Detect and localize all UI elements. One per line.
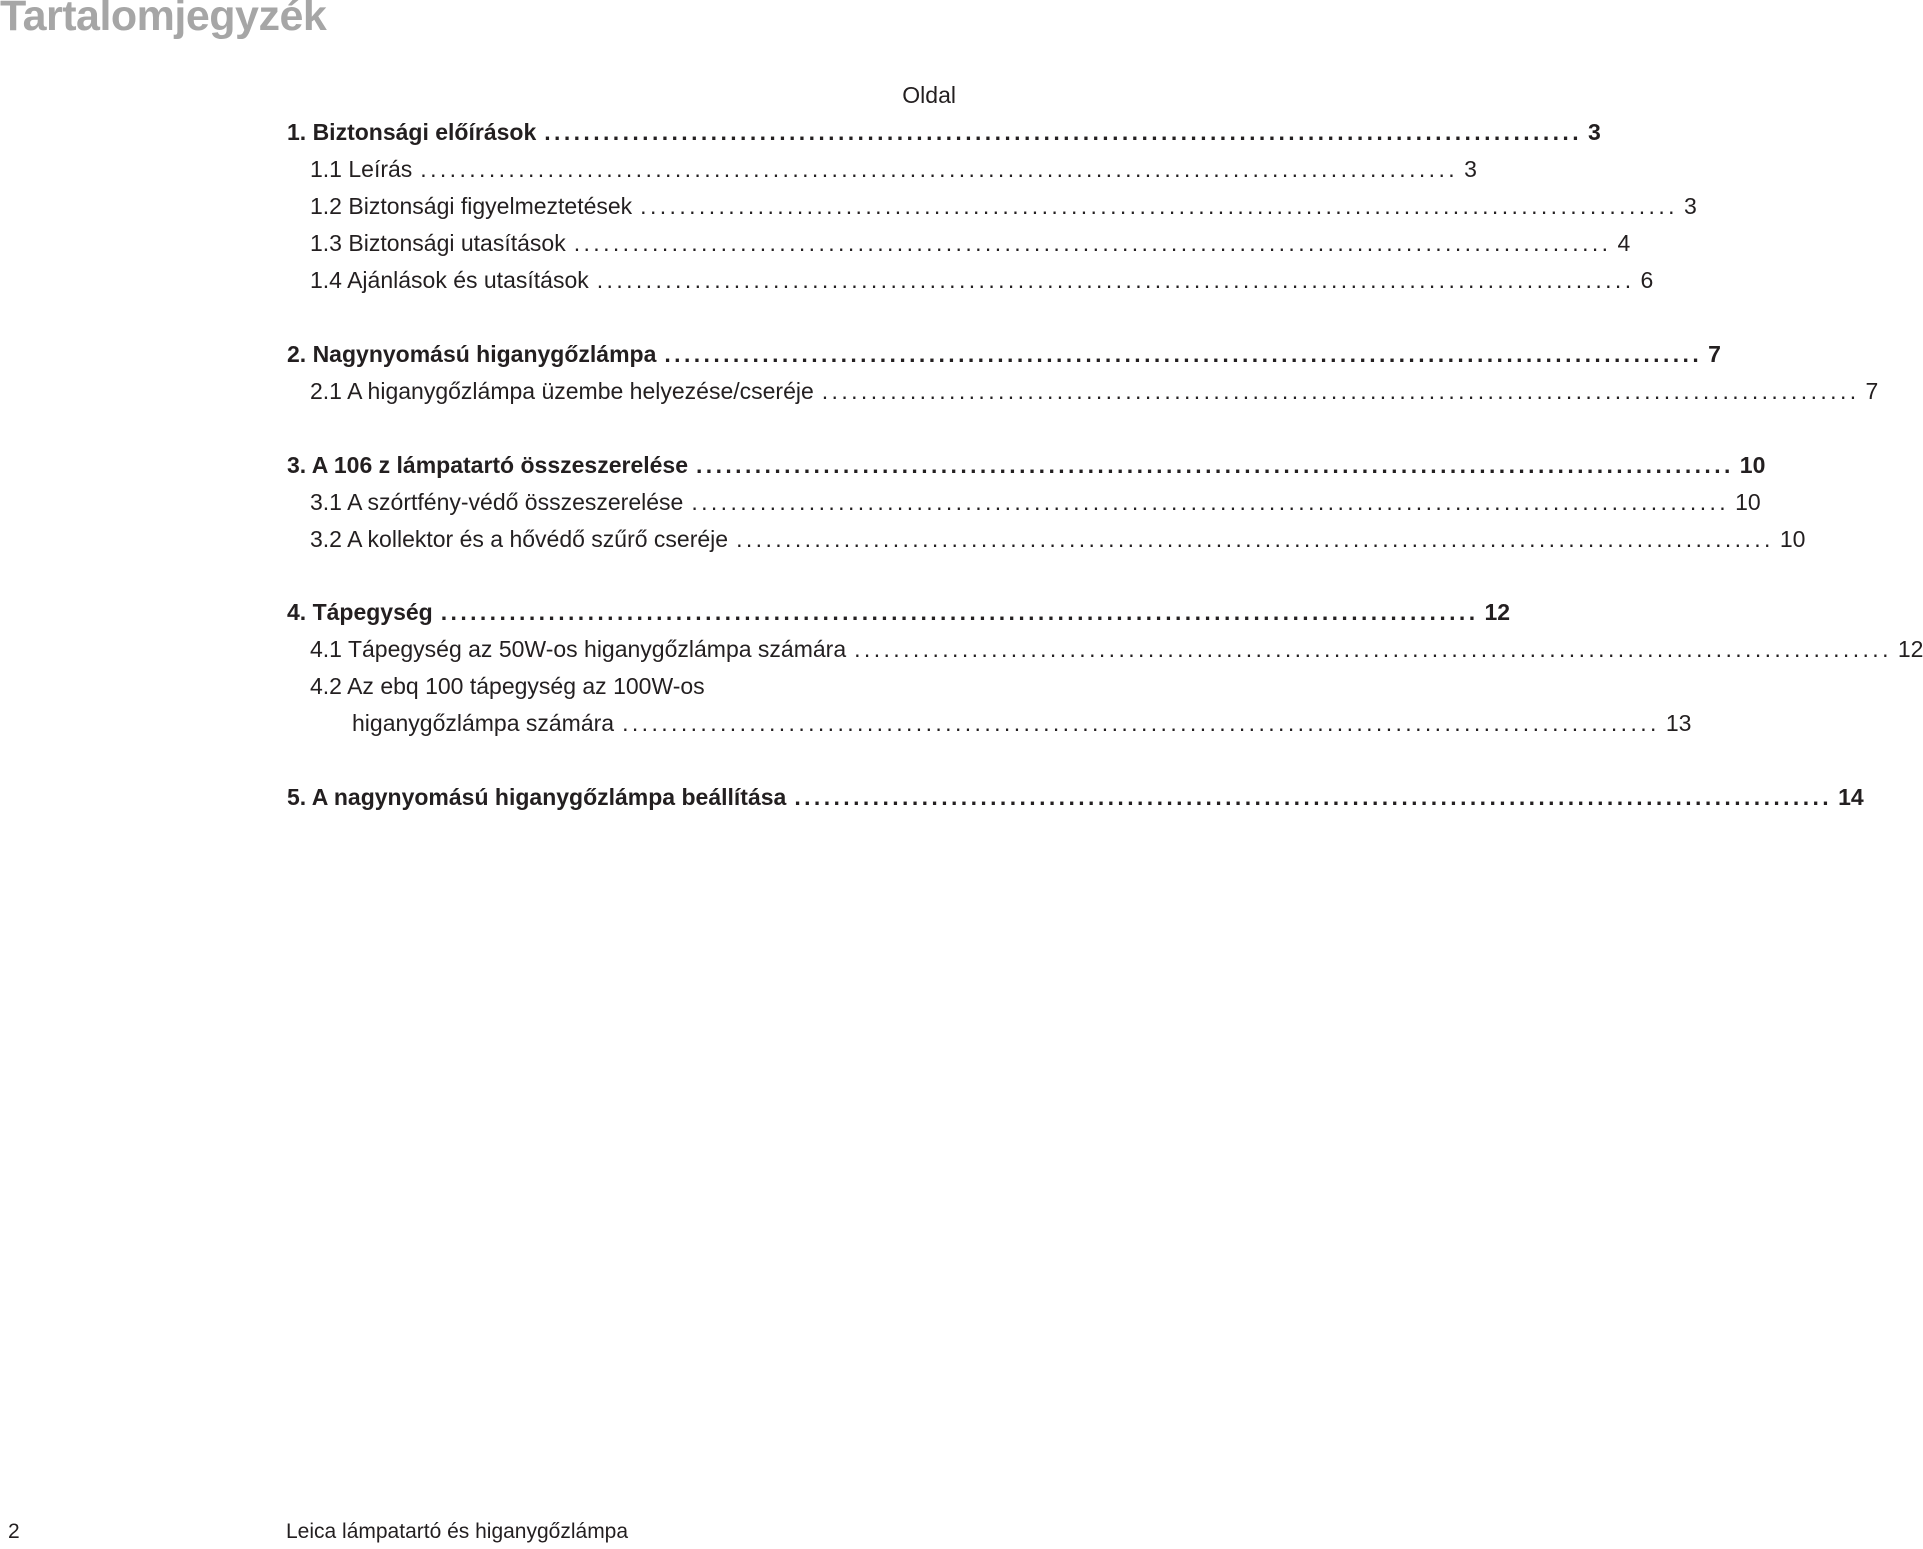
toc-entry-4-2-continued[interactable] <box>287 708 1692 738</box>
toc-entry-page: 12 <box>1484 599 1511 625</box>
toc-entry-page: 10 <box>1735 489 1761 515</box>
toc-entry-chapter-5[interactable] <box>287 782 1864 812</box>
toc-entry-label: 3.1 A szórtfény-védő összeszerelése <box>310 489 684 515</box>
toc-leader: .......................................................................................................... <box>854 636 1892 662</box>
toc-leader: .......................................................................................................... <box>794 784 1833 810</box>
toc-entry-4-2[interactable] <box>287 671 957 701</box>
toc-entry-1-3[interactable] <box>287 228 1631 258</box>
toc-leader: .......................................................................................................... <box>691 489 1730 515</box>
toc-entry-page: 7 <box>1708 341 1721 367</box>
footer-page-number: 2 <box>8 1520 20 1543</box>
toc-leader: .......................................................................................................... <box>696 452 1734 478</box>
toc-entry-chapter-1[interactable] <box>287 117 1601 147</box>
toc-leader: .......................................................................................................... <box>544 119 1583 145</box>
toc-leader: .......................................................................................................... <box>622 710 1660 736</box>
toc-entry-page: 3 <box>1588 119 1601 145</box>
toc-entry-label: 1.3 Biztonsági utasítások <box>310 230 566 256</box>
toc-leader: .......................................................................................................... <box>420 156 1459 182</box>
page-title: Tartalomjegyzék <box>0 0 327 40</box>
toc-leader: .......................................................................................................... <box>573 230 1612 256</box>
toc-entry-label: 3. A 106 z lámpatartó összeszerelése <box>287 452 689 478</box>
toc-entry-page: 10 <box>1739 452 1766 478</box>
toc-entry-label: 4.2 Az ebq 100 tápegység az 100W-os <box>310 673 705 699</box>
toc-entry-1-2[interactable] <box>287 191 1697 221</box>
toc-entry-1-4[interactable] <box>287 265 1654 295</box>
toc-entry-chapter-3[interactable] <box>287 450 1766 480</box>
toc-leader: .......................................................................................................... <box>821 378 1860 404</box>
toc-entry-label: 1.4 Ajánlások és utasítások <box>310 267 589 293</box>
toc-entry-label: 5. A nagynyomású higanygőzlámpa beállítása <box>287 784 787 810</box>
toc-leader: .......................................................................................................... <box>640 193 1678 219</box>
toc-leader: .......................................................................................................... <box>664 341 1703 367</box>
toc-entry-3-1[interactable] <box>287 487 1761 517</box>
toc-entry-label: 2.1 A higanygőzlámpa üzembe helyezése/cseréje <box>310 378 814 404</box>
toc-entry-page: 10 <box>1779 526 1806 552</box>
toc-leader: .......................................................................................................... <box>596 267 1635 293</box>
toc-entry-label: 1. Biztonsági előírások <box>287 119 537 145</box>
toc-entry-label: 4. Tápegység <box>287 599 433 625</box>
toc-entry-page: 3 <box>1683 193 1697 219</box>
toc-entry-label: 4.1 Tápegység az 50W-os higanygőzlámpa számára <box>310 636 847 662</box>
toc-entry-label: 1.1 Leírás <box>310 156 413 182</box>
toc-leader: .......................................................................................................... <box>736 526 1774 552</box>
toc-entry-2-1[interactable] <box>287 376 1879 406</box>
toc-leader: .......................................................................................................... <box>440 599 1479 625</box>
toc-entry-page: 7 <box>1865 378 1879 404</box>
toc-entry-label: higanygőzlámpa számára <box>352 710 615 736</box>
toc-entry-page: 4 <box>1617 230 1631 256</box>
toc-entry-page: 3 <box>1464 156 1477 182</box>
toc-entry-1-1[interactable] <box>287 154 1477 184</box>
toc-entry-page: 14 <box>1838 784 1864 810</box>
toc-entry-4-1[interactable] <box>287 634 1923 664</box>
toc-entry-page: 12 <box>1897 636 1923 662</box>
toc-entry-label: 3.2 A kollektor és a hővédő szűrő cseréje <box>310 526 729 552</box>
toc-entry-label: 1.2 Biztonsági figyelmeztetések <box>310 193 633 219</box>
toc-entry-page: 13 <box>1665 710 1692 736</box>
toc-entry-chapter-2[interactable] <box>287 339 1721 369</box>
footer-text: Leica lámpatartó és higanygőzlámpa <box>286 1520 629 1543</box>
toc-entry-chapter-4[interactable] <box>287 597 1511 627</box>
page-column-label: Oldal <box>902 82 956 108</box>
toc-entry-page: 6 <box>1640 267 1654 293</box>
toc-entry-label: 2. Nagynyomású higanygőzlámpa <box>287 341 657 367</box>
toc-entry-3-2[interactable] <box>287 524 1806 554</box>
